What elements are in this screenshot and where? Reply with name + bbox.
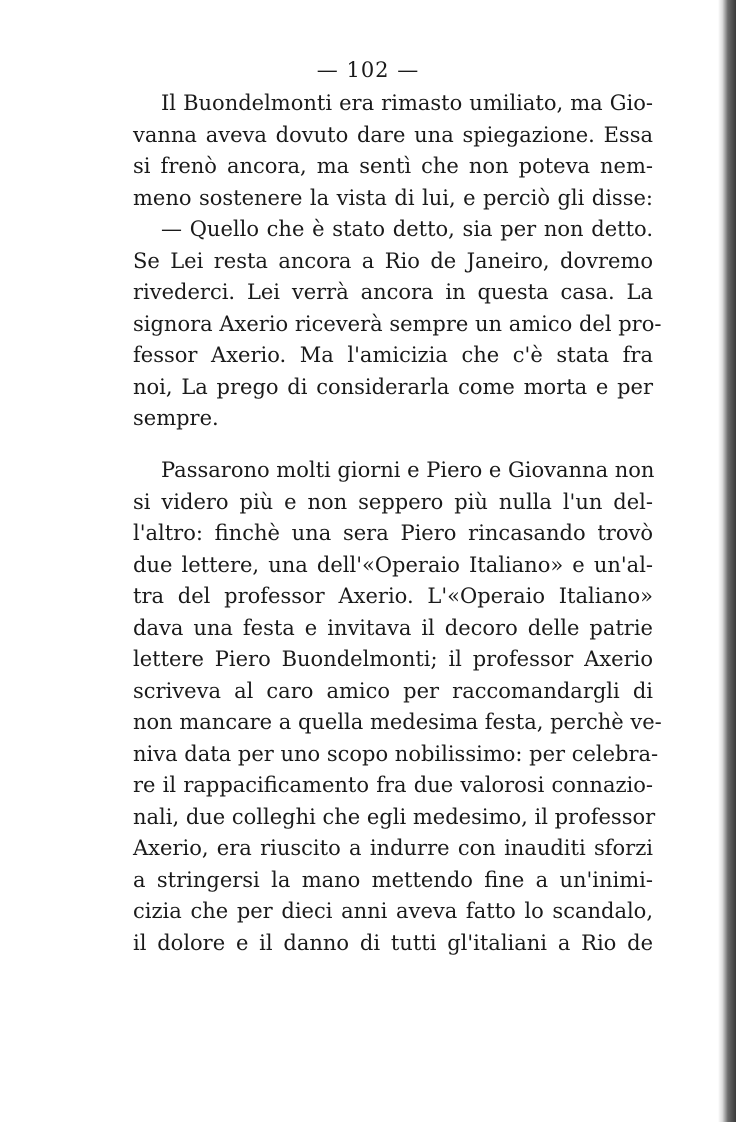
text-line: cizia che per dieci anni aveva fatto lo scandalo, [133, 899, 653, 923]
page-binding-edge [718, 0, 736, 1122]
text-line: rivederci. Lei verrà ancora in questa casa. La [133, 280, 653, 304]
text-line: Passarono molti giorni e Piero e Giovanna non [161, 458, 655, 482]
text-line: lettere Piero Buondelmonti; il professor Axerio [133, 647, 653, 671]
text-line: sempre. [133, 406, 219, 430]
page-number: — 102 — [316, 58, 420, 82]
text-line: — Quello che è stato detto, sia per non detto. [161, 217, 653, 241]
text-line: a stringersi la mano mettendo fine a un'inimi- [133, 867, 653, 892]
text-line: scriveva al caro amico per raccomandargli di [133, 678, 653, 703]
text-line: niva data per uno scopo nobilissimo: per celebra- [133, 741, 659, 766]
text-line: dava una festa e invitava il decoro delle patrie [133, 615, 653, 640]
text-line: l'altro: finchè una sera Piero rincasando trovò [133, 521, 653, 545]
paragraph-2 [133, 455, 662, 959]
text-line: si videro più e non seppero più nulla l'un del- [133, 489, 653, 514]
paragraph-1 [133, 88, 662, 435]
text-line: fessor Axerio. Ma l'amicizia che c'è stata fra [133, 343, 653, 367]
text-line: meno sostenere la vista di lui, e perciò gli disse: [133, 185, 653, 210]
text-line: si frenò ancora, ma sentì che non poteva nem- [133, 154, 653, 178]
text-line: re il rappacificamento fra due valorosi connazio- [133, 773, 653, 797]
text-line: due lettere, una dell'«Operaio Italiano» e un'al- [133, 552, 653, 577]
text-line: Axerio, era riuscito a indurre con inauditi sforzi [133, 836, 653, 860]
text-line: noi, La prego di considerarla come morta e per [133, 374, 653, 399]
text-line: non mancare a quella medesima festa, perchè ve- [133, 710, 662, 734]
text-line: tra del professor Axerio. L'«Operaio Italiano» [133, 584, 653, 608]
text-line: vanna aveva dovuto dare una spiegazione. Essa [133, 122, 653, 147]
text-line: Il Buondelmonti era rimasto umiliato, ma Gio- [161, 91, 653, 115]
text-line: nali, due colleghi che egli medesimo, il professor [133, 804, 656, 829]
text-line: il dolore e il danno di tutti gl'italiani a Rio de [133, 930, 653, 955]
text-line: signora Axerio riceverà sempre un amico del pro- [133, 311, 662, 336]
text-line: Se Lei resta ancora a Rio de Janeiro, dovremo [133, 248, 653, 273]
